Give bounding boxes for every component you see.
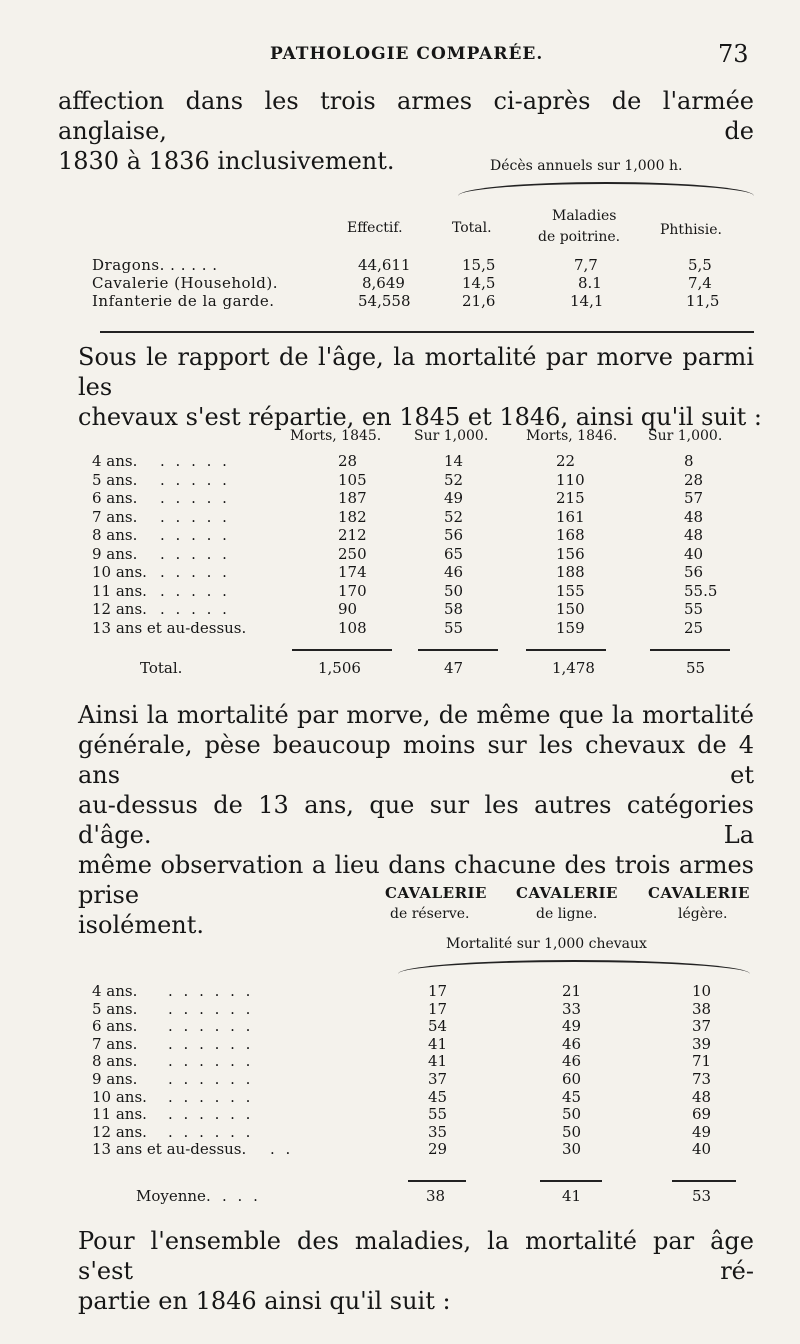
cell-sur-1845: 52 <box>444 470 464 489</box>
table-row <box>0 508 800 528</box>
moyenne-row <box>0 1187 800 1207</box>
row-label: 13 ans et au-dessus. <box>92 1140 247 1159</box>
group-reserve-name: CAVALERIE <box>385 884 487 902</box>
table-row <box>0 452 800 472</box>
table-row <box>0 274 800 294</box>
text-line: 1830 à 1836 inclusivement. <box>58 147 395 175</box>
row-label: 13 ans et au-dessus. <box>92 618 247 637</box>
table-row <box>0 1140 800 1160</box>
cell-reserve: 55 <box>428 1105 448 1124</box>
cell-ligne: 33 <box>562 999 582 1018</box>
cell-sur-1846: 28 <box>684 470 704 489</box>
row-label: 8 ans. <box>92 526 138 544</box>
row-label: 12 ans. <box>92 600 147 618</box>
cell-legere: 10 <box>692 982 712 1000</box>
dot-leader: . . . . . <box>160 470 230 489</box>
row-label: 10 ans. <box>92 1087 147 1106</box>
cell-morts-1846: 188 <box>556 563 585 581</box>
total-sur-1846: 55 <box>686 659 706 677</box>
cell-morts-1846: 110 <box>556 470 585 489</box>
dot-leader: . . . . . <box>160 507 230 526</box>
dot-leader: . . . . . <box>160 581 230 600</box>
cell-legere: 37 <box>692 1017 712 1036</box>
paragraph-4 <box>78 1226 754 1316</box>
text-line: isolément. <box>78 911 205 939</box>
cell-sur-1845: 50 <box>444 581 464 600</box>
dot-leader: . . . . . . <box>168 1105 254 1124</box>
text-line: générale, pèse beaucoup moins sur les chevaux de 4 ans et <box>78 731 754 789</box>
cell-sur-1845: 55 <box>444 618 464 637</box>
row-label: 6 ans. <box>92 489 138 507</box>
cell-reserve: 54 <box>428 1017 448 1036</box>
text-line: chevaux s'est répartie, en 1845 et 1846, ainsi qu'il suit : <box>78 403 762 431</box>
sum-rule <box>540 1180 602 1182</box>
total-row <box>0 659 800 679</box>
moyenne-label: Moyenne. <box>136 1187 211 1205</box>
cell-sur-1846: 25 <box>684 618 704 637</box>
table-row <box>0 545 800 565</box>
text-line: partie en 1846 ainsi qu'il suit : <box>78 1287 451 1315</box>
dot-leader: . . <box>270 1140 294 1159</box>
table-row <box>0 563 800 583</box>
row-label: 6 ans. <box>92 1017 138 1036</box>
row-label: Infanterie de la garde. <box>92 292 275 310</box>
cell-sur-1846: 56 <box>684 563 704 581</box>
cell-reserve: 41 <box>428 1034 448 1053</box>
dot-leader: . . . . . <box>160 526 230 544</box>
cell-ligne: 21 <box>562 982 582 1000</box>
dot-leader: . . . . . . <box>168 982 254 1000</box>
group-reserve-sub: de réserve. <box>390 906 470 922</box>
group-legere-name: CAVALERIE <box>648 884 750 902</box>
header-poitrine: de poitrine. <box>538 229 621 245</box>
text-line: au-dessus de 13 ans, que sur les autres catégories d'âge. La <box>78 791 754 849</box>
running-head <box>0 40 800 70</box>
table-row <box>0 582 800 602</box>
cell-reserve: 41 <box>428 1052 448 1071</box>
sum-rule <box>650 649 730 651</box>
row-label: 11 ans. <box>92 1105 147 1124</box>
dot-leader: . . . . . . <box>168 1017 254 1036</box>
section-rule <box>100 331 754 333</box>
row-label: Cavalerie (Household). <box>92 274 279 292</box>
cell-phthisie: 11,5 <box>686 292 720 310</box>
cell-legere: 39 <box>692 1034 712 1053</box>
header-morts-1846: Morts, 1846. <box>526 428 618 444</box>
header-maladies: Maladies <box>552 208 617 224</box>
cell-morts-1845: 174 <box>338 563 367 581</box>
page-number: 73 <box>718 40 749 68</box>
group-ligne-name: CAVALERIE <box>516 884 618 902</box>
cell-reserve: 17 <box>428 999 448 1018</box>
group-legere-sub: légère. <box>678 906 728 922</box>
dot-leader: . . . . . . <box>168 999 254 1018</box>
cell-morts-1845: 28 <box>338 452 358 470</box>
header-sur-1000-1846: Sur 1,000. <box>648 428 723 444</box>
row-label: 5 ans. <box>92 470 138 489</box>
cell-ligne: 46 <box>562 1034 582 1053</box>
total-morts-1846: 1,478 <box>552 659 595 677</box>
cell-sur-1845: 65 <box>444 544 464 563</box>
cell-ligne: 46 <box>562 1052 582 1071</box>
row-label: 9 ans. <box>92 544 138 563</box>
cell-ligne: 49 <box>562 1017 582 1036</box>
header-sur-1000-1845: Sur 1,000. <box>414 428 489 444</box>
cell-ligne: 60 <box>562 1070 582 1088</box>
text-line: Pour l'ensemble des maladies, la mortalité par âge s'est ré- <box>78 1227 754 1285</box>
row-label: 4 ans. <box>92 452 138 470</box>
cell-sur-1846: 48 <box>684 526 704 544</box>
cell-morts-1846: 22 <box>556 452 576 470</box>
row-label: Dragons. . . . . . <box>92 256 218 274</box>
text-line: même observation a lieu dans chacune des trois armes prise <box>78 851 754 909</box>
cell-total: 15,5 <box>462 256 496 274</box>
cell-poitrine: 8.1 <box>578 274 602 292</box>
cell-legere: 71 <box>692 1052 712 1071</box>
header-total: Total. <box>452 220 492 236</box>
cell-morts-1845: 108 <box>338 618 367 637</box>
row-label: 4 ans. <box>92 982 138 1000</box>
cell-ligne: 50 <box>562 1105 582 1124</box>
group-ligne-sub: de ligne. <box>536 906 598 922</box>
cell-poitrine: 14,1 <box>570 292 604 310</box>
text-line: Sous le rapport de l'âge, la mortalité par morve parmi les <box>78 343 754 401</box>
dot-leader: . . . . . <box>160 600 230 618</box>
paragraph-2 <box>78 342 762 432</box>
cell-morts-1846: 168 <box>556 526 585 544</box>
cell-morts-1846: 155 <box>556 581 585 600</box>
cell-reserve: 45 <box>428 1087 448 1106</box>
cell-sur-1845: 49 <box>444 489 464 507</box>
table-row <box>0 600 800 620</box>
moyenne-ligne: 41 <box>562 1187 582 1205</box>
cell-sur-1846: 8 <box>684 452 694 470</box>
cell-morts-1845: 90 <box>338 600 358 618</box>
cell-effectif: 54,558 <box>358 292 411 310</box>
cell-morts-1845: 250 <box>338 544 367 563</box>
table1-brace <box>458 182 754 196</box>
row-label: 9 ans. <box>92 1070 138 1088</box>
total-sur-1845: 47 <box>444 659 464 677</box>
cell-sur-1845: 56 <box>444 526 464 544</box>
table1-caption: Décès annuels sur 1,000 h. <box>490 158 683 174</box>
sum-rule <box>292 649 392 651</box>
cell-legere: 40 <box>692 1140 712 1159</box>
cell-effectif: 8,649 <box>362 274 405 292</box>
cell-sur-1845: 58 <box>444 600 464 618</box>
cell-sur-1845: 46 <box>444 563 464 581</box>
cell-sur-1846: 40 <box>684 544 704 563</box>
running-title: PATHOLOGIE COMPARÉE. <box>270 44 544 64</box>
cell-reserve: 17 <box>428 982 448 1000</box>
cell-sur-1846: 48 <box>684 507 704 526</box>
header-morts-1845: Morts, 1845. <box>290 428 382 444</box>
dot-leader: . . . <box>222 1187 261 1205</box>
dot-leader: . . . . . <box>160 544 230 563</box>
text-line: Ainsi la mortalité par morve, de même que la mortalité <box>78 701 754 729</box>
sum-rule <box>672 1180 736 1182</box>
cell-morts-1845: 182 <box>338 507 367 526</box>
table-row <box>0 256 800 276</box>
cell-total: 21,6 <box>462 292 496 310</box>
cell-ligne: 45 <box>562 1087 582 1106</box>
cell-reserve: 35 <box>428 1122 448 1141</box>
cell-reserve: 37 <box>428 1070 448 1088</box>
cell-morts-1845: 187 <box>338 489 367 507</box>
text-line: affection dans les trois armes ci-après de l'armée anglaise, de <box>58 87 754 145</box>
table-row <box>0 471 800 491</box>
cell-legere: 38 <box>692 999 712 1018</box>
dot-leader: . . . . . . <box>168 1052 254 1071</box>
cell-effectif: 44,611 <box>358 256 411 274</box>
sum-rule <box>408 1180 466 1182</box>
table-row <box>0 489 800 509</box>
dot-leader: . . . . . . <box>168 1087 254 1106</box>
dot-leader: . . . . . . <box>168 1122 254 1141</box>
total-morts-1845: 1,506 <box>318 659 361 677</box>
moyenne-reserve: 38 <box>426 1187 446 1205</box>
row-label: 7 ans. <box>92 1034 138 1053</box>
cell-morts-1846: 161 <box>556 507 585 526</box>
dot-leader: . . . . . <box>160 452 230 470</box>
cell-morts-1845: 170 <box>338 581 367 600</box>
cell-morts-1846: 150 <box>556 600 585 618</box>
cell-ligne: 50 <box>562 1122 582 1141</box>
cell-morts-1845: 105 <box>338 470 367 489</box>
dot-leader: . . . . . <box>160 563 230 581</box>
cell-morts-1846: 159 <box>556 618 585 637</box>
cell-sur-1845: 52 <box>444 507 464 526</box>
cell-poitrine: 7,7 <box>574 256 598 274</box>
cell-morts-1846: 215 <box>556 489 585 507</box>
row-label: 5 ans. <box>92 999 138 1018</box>
row-label: 12 ans. <box>92 1122 147 1141</box>
table3-brace <box>398 960 750 976</box>
cell-morts-1846: 156 <box>556 544 585 563</box>
cell-ligne: 30 <box>562 1140 582 1159</box>
table-row <box>0 292 800 312</box>
total-label: Total. <box>140 659 183 677</box>
cell-phthisie: 7,4 <box>688 274 712 292</box>
cell-sur-1846: 55 <box>684 600 704 618</box>
header-effectif: Effectif. <box>347 220 403 236</box>
cell-total: 14,5 <box>462 274 496 292</box>
cell-legere: 49 <box>692 1122 712 1141</box>
header-phthisie: Phthisie. <box>660 222 722 238</box>
cell-legere: 73 <box>692 1070 712 1088</box>
row-label: 10 ans. <box>92 563 147 581</box>
dot-leader: . . . . . . <box>168 1034 254 1053</box>
paragraph-3 <box>78 700 754 940</box>
table-row <box>0 526 800 546</box>
moyenne-legere: 53 <box>692 1187 712 1205</box>
cell-morts-1845: 212 <box>338 526 367 544</box>
cell-legere: 48 <box>692 1087 712 1106</box>
sum-rule <box>526 649 606 651</box>
cell-legere: 69 <box>692 1105 712 1124</box>
dot-leader: . . . . . . <box>168 1070 254 1088</box>
row-label: 8 ans. <box>92 1052 138 1071</box>
cell-sur-1846: 57 <box>684 489 704 507</box>
dot-leader: . . . . . <box>160 489 230 507</box>
table3-caption: Mortalité sur 1,000 chevaux <box>446 936 647 952</box>
cell-sur-1846: 55.5 <box>684 581 718 600</box>
table-row <box>0 619 800 639</box>
row-label: 11 ans. <box>92 581 147 600</box>
sum-rule <box>418 649 498 651</box>
cell-sur-1845: 14 <box>444 452 464 470</box>
cell-phthisie: 5,5 <box>688 256 712 274</box>
row-label: 7 ans. <box>92 507 138 526</box>
cell-reserve: 29 <box>428 1140 448 1159</box>
